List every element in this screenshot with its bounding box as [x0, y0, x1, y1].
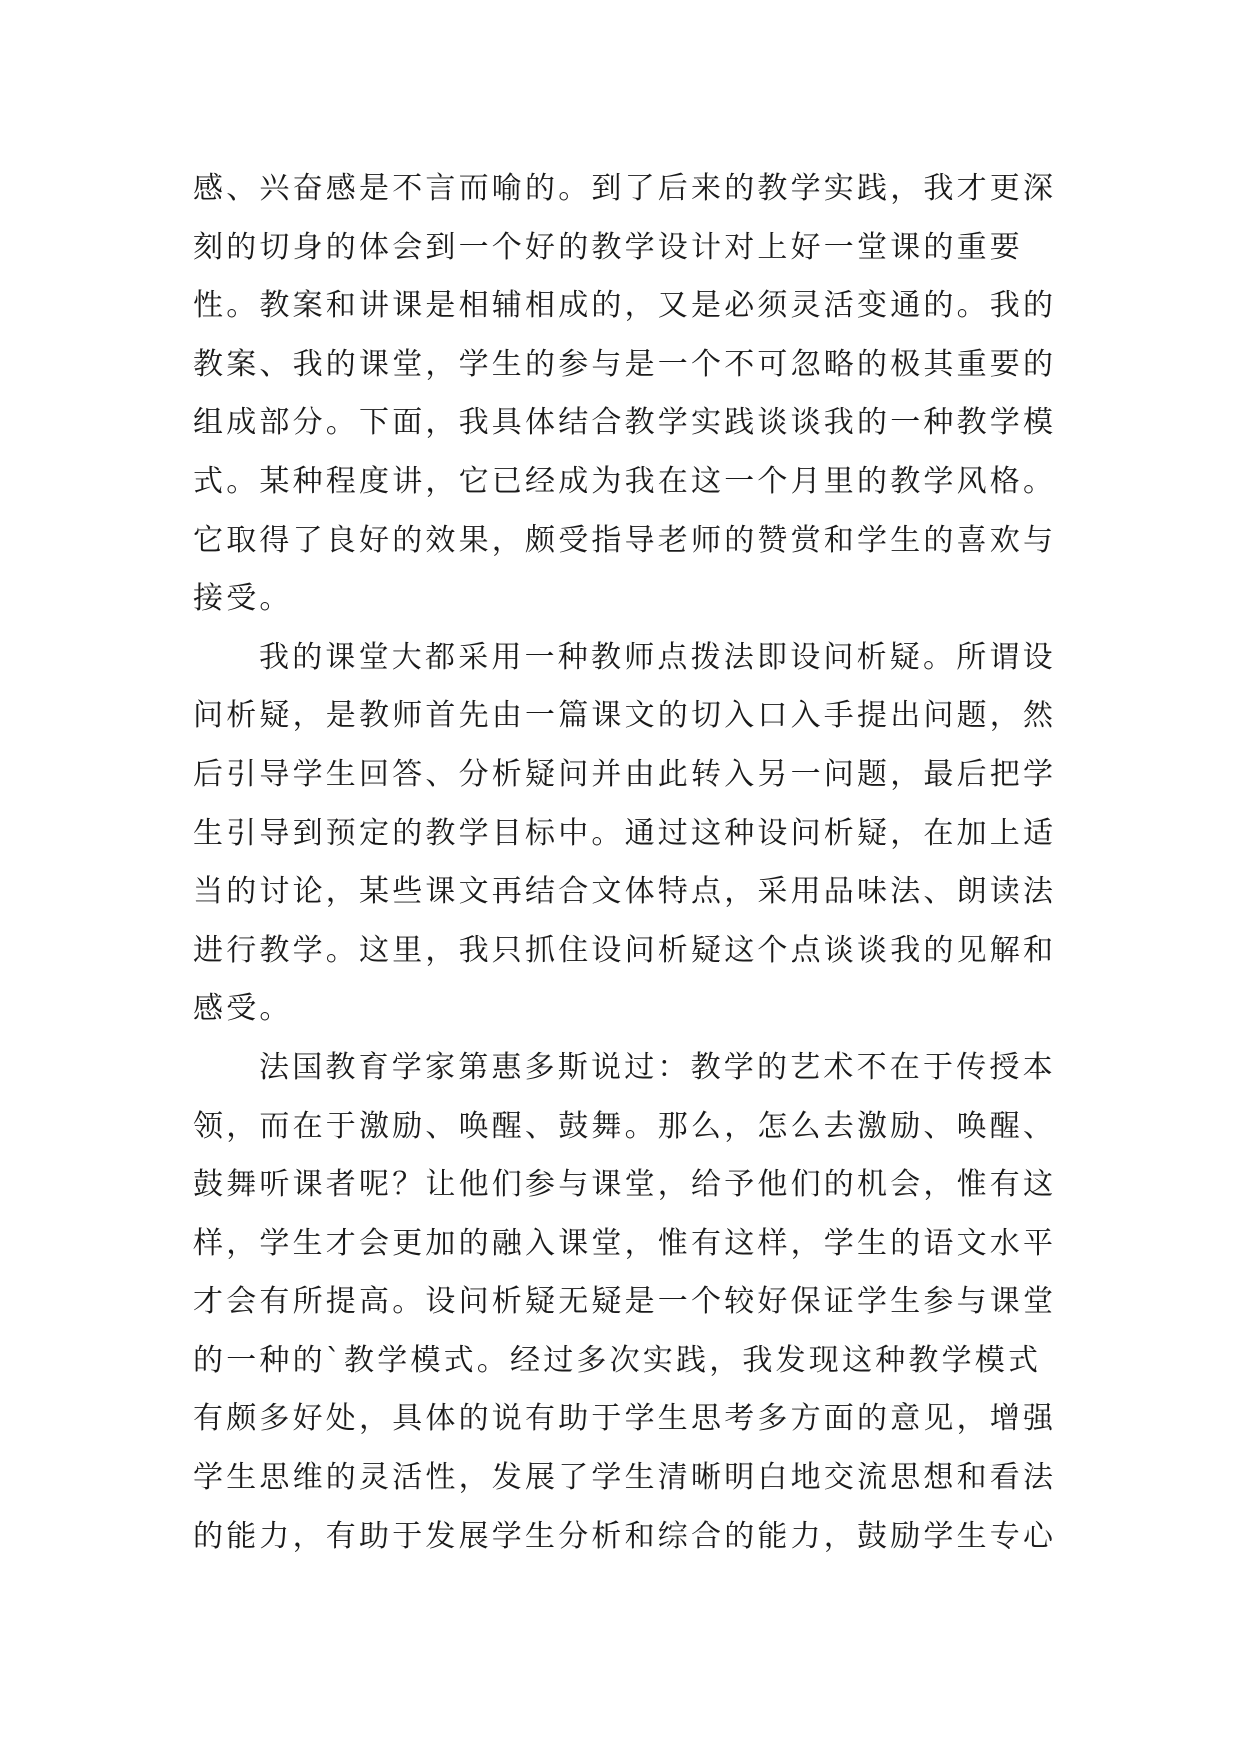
text-line: 刻的切身的体会到一个好的教学设计对上好一堂课的重要 [193, 229, 1023, 265]
document-body [193, 160, 1057, 1566]
text-line: 的能力，有助于发展学生分析和综合的能力，鼓励学生专心 [193, 1518, 1057, 1554]
text-line: 学生思维的灵活性，发展了学生清晰明白地交流思想和看法 [193, 1460, 1057, 1496]
text-line: 进行教学。这里，我只抓住设问析疑这个点谈谈我的见解和 [193, 932, 1057, 968]
text-line: 感、兴奋感是不言而喻的。到了后来的教学实践，我才更深 [193, 171, 1057, 206]
text-line: 问析疑，是教师首先由一篇课文的切入口入手提出问题，然 [193, 698, 1057, 734]
text-line: 接受。 [193, 581, 293, 617]
text-line: 当的讨论，某些课文再结合文体特点，采用品味法、朗读法 [193, 874, 1057, 910]
text-line: 它取得了良好的效果，颇受指导老师的赞赏和学生的喜欢与 [193, 522, 1057, 558]
paragraph-first-line: 我的课堂大都采用一种教师点拨法即设问析疑。所谓设 [259, 639, 1056, 675]
text-line: 有颇多好处，具体的说有助于学生思考多方面的意见，增强 [193, 1401, 1057, 1437]
text-line: 式。某种程度讲，它已经成为我在这一个月里的教学风格。 [193, 463, 1057, 499]
text-line: 领，而在于激励、唤醒、鼓舞。那么，怎么去激励、唤醒、 [193, 1108, 1057, 1144]
text-line: 组成部分。下面，我具体结合教学实践谈谈我的一种教学模 [193, 405, 1057, 441]
text-line: 样，学生才会更加的融入课堂，惟有这样，学生的语文水平 [193, 1225, 1057, 1261]
text-line: 的一种的`教学模式。经过多次实践，我发现这种教学模式 [193, 1342, 1042, 1378]
text-line: 感受。 [193, 991, 293, 1027]
text-line: 生引导到预定的教学目标中。通过这种设问析疑，在加上适 [193, 815, 1057, 851]
text-line: 教案、我的课堂，学生的参与是一个不可忽略的极其重要的 [193, 346, 1057, 382]
text-line: 性。教案和讲课是相辅相成的，又是必须灵活变通的。我的 [193, 288, 1057, 324]
paragraph-first-line: 法国教育学家第惠多斯说过：教学的艺术不在于传授本 [259, 1049, 1056, 1085]
text-line: 后引导学生回答、分析疑问并由此转入另一问题，最后把学 [193, 756, 1057, 792]
text-line: 才会有所提高。设问析疑无疑是一个较好保证学生参与课堂 [193, 1284, 1057, 1320]
text-line: 鼓舞听课者呢？让他们参与课堂，给予他们的机会，惟有这 [193, 1167, 1057, 1203]
